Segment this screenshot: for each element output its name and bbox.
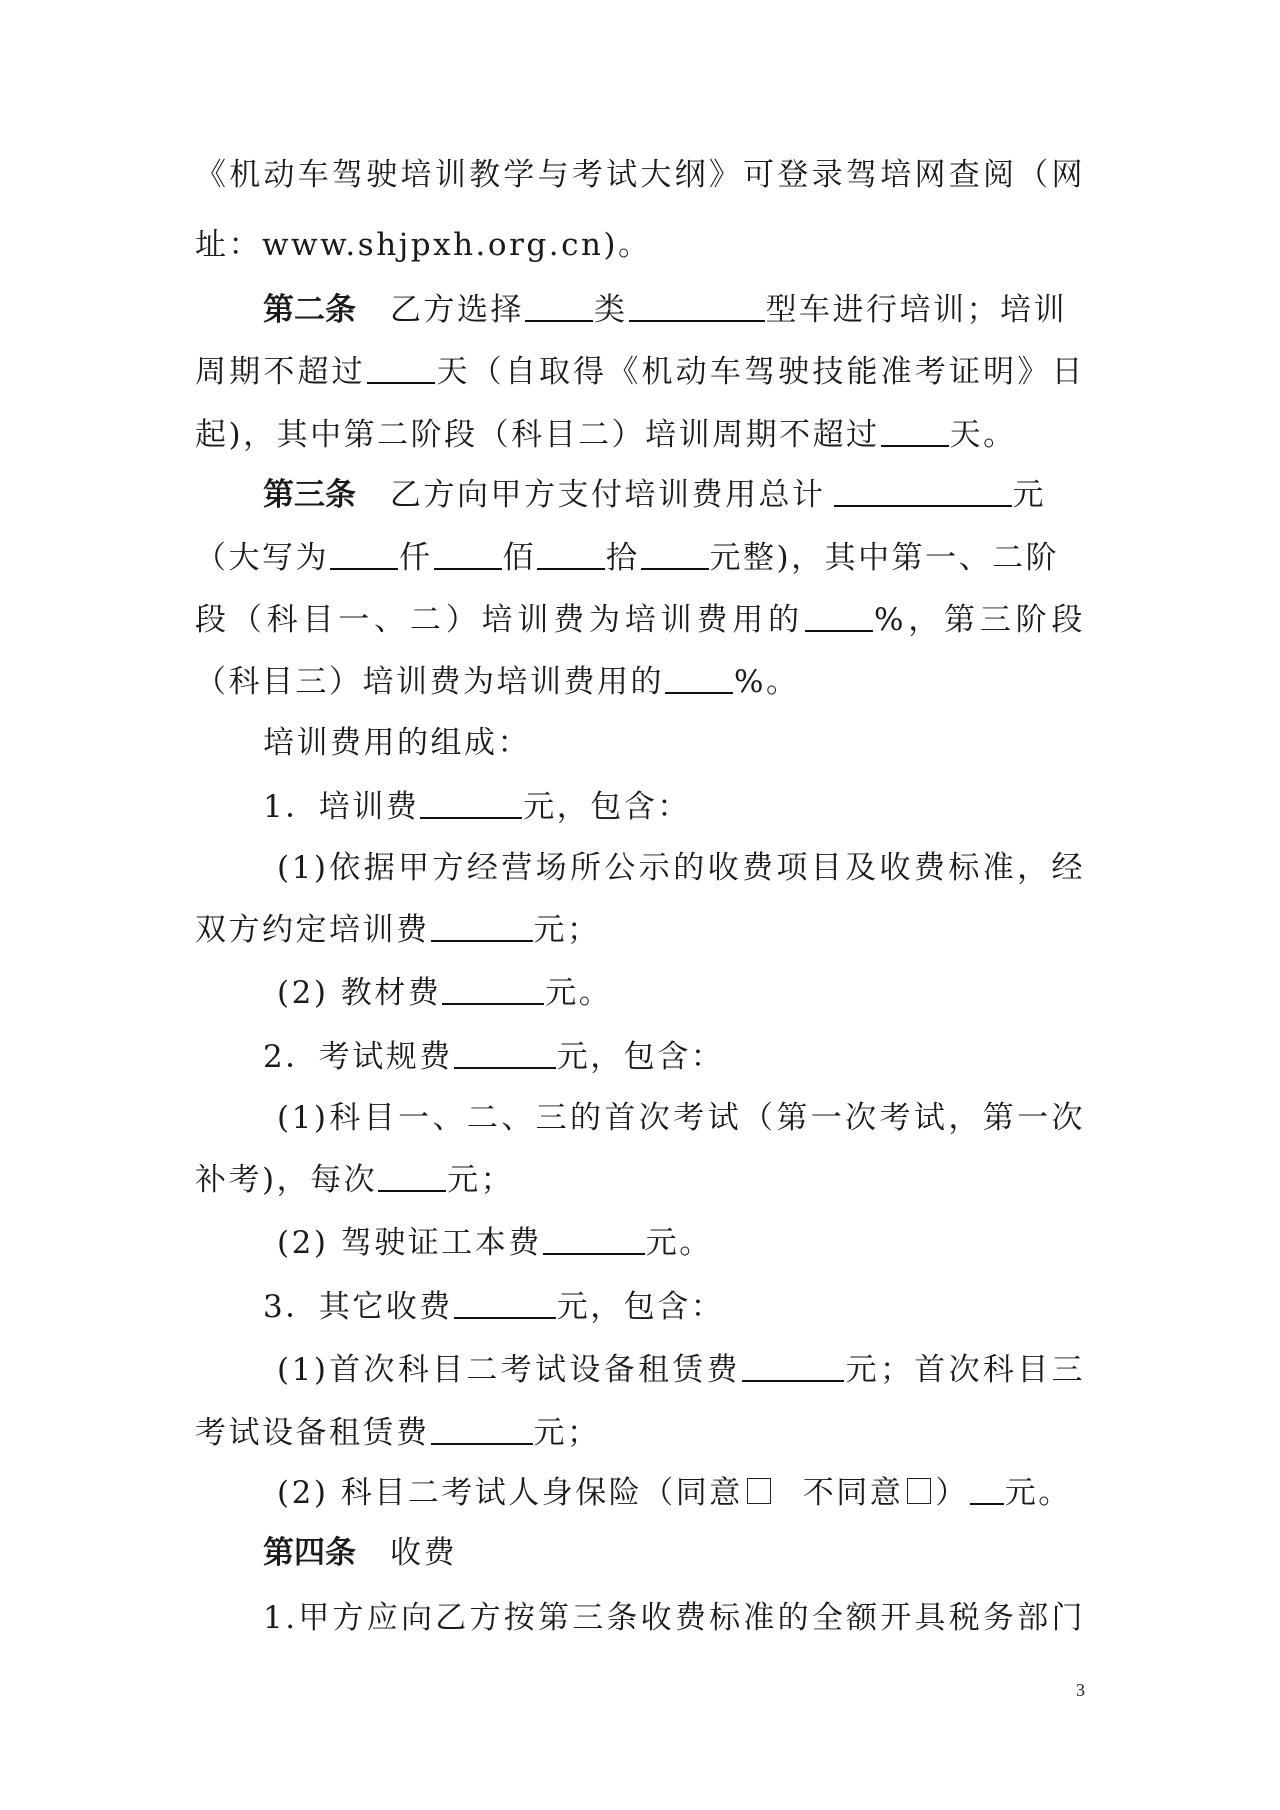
article-3-heading: 第三条 — [263, 477, 356, 513]
fee-composition-title — [263, 721, 1153, 765]
intro-text-2: 址：www.shjpxh.org.cn)。 — [195, 227, 652, 263]
total-fee-blank[interactable] — [834, 475, 1012, 507]
article-2-text: 类 — [594, 292, 628, 328]
fee-item-3-1-line-2 — [195, 1411, 1085, 1455]
article-3-text: 乙方向甲方支付培训费用总计 — [390, 477, 826, 513]
fee-item-text: 元。 — [545, 975, 613, 1011]
fee-item-text: (1)科目一、二、三的首次考试（第一次考试，第一次 — [277, 1100, 1085, 1136]
training-fee-blank[interactable] — [420, 787, 522, 819]
article-3-text: 仟 — [399, 540, 433, 576]
training-period-blank[interactable] — [367, 352, 435, 384]
article-3-text: %。 — [734, 664, 800, 700]
article-4-title: 收费 — [390, 1535, 457, 1571]
article-4-line-1 — [263, 1596, 1085, 1640]
fee-item-3-1-line-1 — [277, 1348, 1085, 1392]
textbook-fee-blank[interactable] — [442, 973, 544, 1005]
vehicle-type-blank[interactable] — [629, 290, 765, 322]
intro-text-1: 《机动车驾驶培训教学与考试大纲》可登录驾培网查阅（网 — [195, 157, 1085, 193]
units-blank[interactable] — [641, 538, 709, 570]
article-2-text: 起)，其中第二阶段（科目二）培训周期不超过 — [195, 417, 880, 453]
fee-item-2-1-line-2 — [195, 1158, 1085, 1202]
fee-item-text: 双方约定培训费 — [195, 912, 430, 948]
article-3-text: 段（科目一、二）培训费为培训费用的 — [195, 602, 804, 638]
hundreds-blank[interactable] — [434, 538, 502, 570]
fee-item-3 — [263, 1285, 1153, 1329]
fee-item-1-1-line-1 — [277, 846, 1085, 890]
article-3-text: 拾 — [606, 540, 640, 576]
fee-item-text: (1)首次科目二考试设备租赁费 — [277, 1352, 741, 1388]
article-3-text: （科目三）培训费为培训费用的 — [195, 664, 664, 700]
other-fee-blank[interactable] — [454, 1287, 556, 1319]
article-4-heading: 第四条 — [263, 1535, 356, 1571]
article-3-text: （大写为 — [195, 540, 329, 576]
fee-item-1-2 — [277, 971, 1167, 1015]
stage2-period-blank[interactable] — [881, 415, 949, 447]
fee-item-text: 考试设备租赁费 — [195, 1415, 430, 1451]
stage3-percent-blank[interactable] — [665, 662, 733, 694]
article-2-text: 天。 — [949, 417, 1017, 453]
article-2-heading: 第二条 — [263, 292, 356, 328]
article-2-text: 天（自取得《机动车驾驶技能准考证明》日 — [435, 354, 1086, 390]
fee-item-text: (2) 教材费 — [277, 975, 442, 1011]
tens-blank[interactable] — [537, 538, 605, 570]
vehicle-class-blank[interactable] — [525, 290, 593, 322]
insurance-fee-blank[interactable] — [970, 1473, 1004, 1505]
article-4-heading-line — [263, 1531, 1153, 1575]
per-exam-fee-blank[interactable] — [378, 1160, 446, 1192]
agreed-training-fee-blank[interactable] — [431, 910, 533, 942]
fee-item-text: 元； — [533, 1415, 601, 1451]
fee-item-2 — [263, 1035, 1153, 1079]
fee-item-text: 元。 — [645, 1225, 713, 1261]
article-3-text: 元整)，其中第一、二阶 — [709, 540, 1060, 576]
license-fee-blank[interactable] — [543, 1223, 645, 1255]
article-2-text: 型车进行培训；培训 — [765, 292, 1067, 328]
fee-item-text: 元； — [447, 1162, 515, 1198]
stage2-equipment-fee-blank[interactable] — [742, 1350, 844, 1382]
intro-line-2 — [195, 223, 1085, 267]
article-3-text: %，第三阶段 — [873, 602, 1085, 638]
fee-item-2-1-line-1 — [277, 1096, 1085, 1140]
fee-item-1 — [263, 785, 1153, 829]
article-4-text: 1.甲方应向乙方按第三条收费标准的全额开具税务部门 — [263, 1600, 1085, 1636]
fee-item-text: ） — [935, 1475, 969, 1511]
thousands-blank[interactable] — [330, 538, 398, 570]
stage12-percent-blank[interactable] — [805, 600, 873, 632]
article-2-text: 周期不超过 — [195, 354, 366, 390]
stage3-equipment-fee-blank[interactable] — [431, 1413, 533, 1445]
article-2-line-3 — [195, 413, 1085, 457]
fee-item-text: 元，包含： — [556, 1039, 725, 1075]
fee-item-text: 元，包含： — [523, 789, 691, 825]
fee-item-3-2 — [277, 1471, 1085, 1515]
exam-fee-blank[interactable] — [454, 1037, 556, 1069]
article-3-line-1 — [263, 473, 1085, 517]
disagree-insurance-checkbox[interactable] — [907, 1478, 931, 1504]
article-3-text: 佰 — [502, 540, 536, 576]
fee-item-text: 元；首次科目三 — [844, 1352, 1086, 1388]
intro-line-1 — [195, 153, 1085, 197]
fee-item-text: 元。 — [1004, 1475, 1072, 1511]
fee-item-text: 元； — [533, 912, 601, 948]
fee-item-text: 补考)，每次 — [195, 1162, 378, 1198]
fee-item-text: 元，包含： — [556, 1289, 725, 1325]
fee-item-text: (2) 科目二考试人身保险（同意 — [277, 1475, 743, 1511]
fee-item-text: 1．培训费 — [263, 789, 420, 825]
article-2-line-1 — [263, 288, 1085, 332]
article-3-text: 元 — [1012, 477, 1046, 513]
fee-item-text: 2．考试规费 — [263, 1039, 453, 1075]
article-2-text: 乙方选择 — [390, 292, 524, 328]
fee-item-text: 3．其它收费 — [263, 1289, 453, 1325]
article-3-line-3 — [195, 598, 1085, 642]
agree-insurance-checkbox[interactable] — [747, 1478, 771, 1504]
page-number: 3 — [1076, 1680, 1085, 1700]
article-3-line-4 — [195, 660, 1085, 704]
fee-item-text: 不同意 — [802, 1475, 904, 1511]
article-3-line-2 — [195, 536, 1085, 580]
fee-composition-title-text: 培训费用的组成： — [263, 725, 531, 761]
fee-item-text: (1)依据甲方经营场所公示的收费项目及收费标准，经 — [277, 850, 1085, 886]
fee-item-2-2 — [277, 1221, 1167, 1265]
fee-item-text: (2) 驾驶证工本费 — [277, 1225, 542, 1261]
fee-item-1-1-line-2 — [195, 908, 1085, 952]
article-2-line-2 — [195, 350, 1085, 394]
